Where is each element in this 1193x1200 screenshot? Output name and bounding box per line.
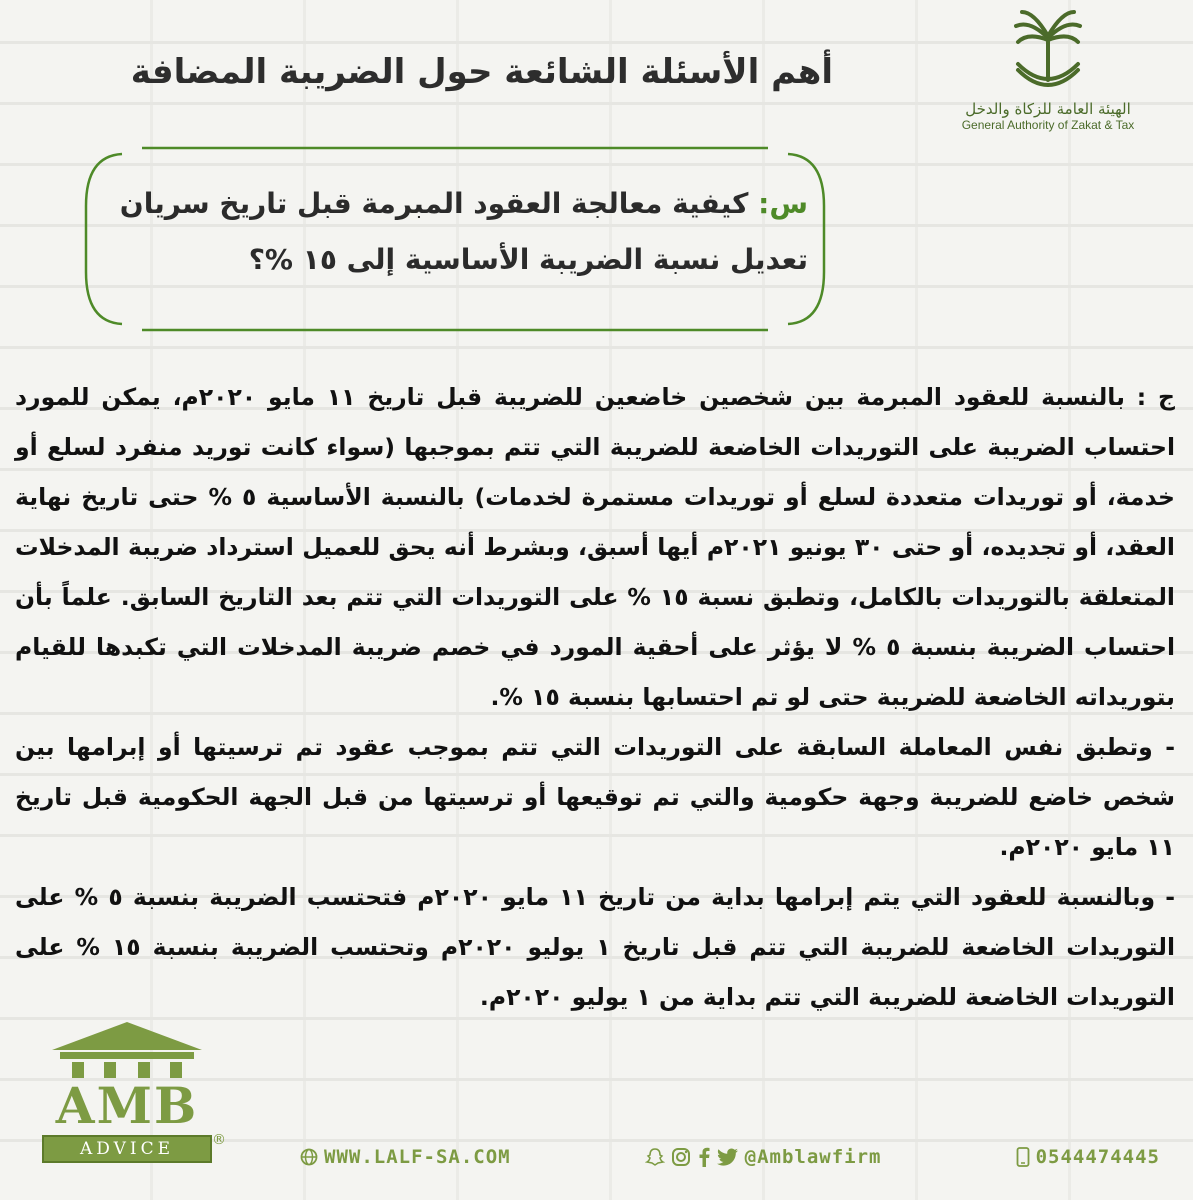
- website-text: WWW.LALF-SA.COM: [324, 1146, 511, 1168]
- registered-mark: ®: [212, 1132, 226, 1148]
- social-handle: @Amblawfirm: [744, 1146, 882, 1168]
- phone-number: 0544474445: [1035, 1146, 1160, 1168]
- question-frame: [82, 146, 828, 332]
- answer-paragraph: - وبالنسبة للعقود التي يتم إبرامها بداية من تاريخ ١١ مايو ٢٠٢٠م فتحتسب الضريبة بنسبة ٥ % على التوريدات الخاضعة للضريبة التي تتم قبل تاريخ ١ يوليو ٢٠٢٠م وتحتسب الضريبة بنسبة ١٥ % على التوريدات الخاضعة للضريبة التي تتم بداية من ١ يوليو ٢٠٢٠م.: [15, 883, 1176, 1011]
- authority-name-ar: الهيئة العامة للزكاة والدخل: [965, 100, 1131, 118]
- answer-paragraph: ج : بالنسبة للعقود المبرمة بين شخصين خاضعين للضريبة قبل تاريخ ١١ مايو ٢٠٢٠م، يمكن للمورد احتساب الضريبة على التوريدات الخاضعة للضريبة التي تتم بموجبها (سواء كانت توريد منفرد لسلع أو خدمة، أو توريدات متعددة لسلع أو توريدات مستمرة لخدمات) بالنسبة الأساسية ٥ % حتى تاريخ نهاية العقد، أو تجديده، أو حتى ٣٠ يونيو ٢٠٢١م أيها أسبق، وبشرط أنه يحق للعميل استرداد ضريبة المدخلات المتعلقة بالتوريدات بالكامل، وتطبق نسبة ١٥ % على التوريدات التي تتم بعد التاريخ السابق. علماً بأن احتساب الضريبة بنسبة ٥ % لا يؤثر على أحقية المورد في خصم ضريبة المدخلات التي تكبدها للقيام بتوريداته الخاضعة للضريبة حتى لو تم احتسابها بنسبة ١٥ %.: [15, 383, 1175, 711]
- phone-icon: [1016, 1147, 1030, 1167]
- snapchat-icon: [645, 1147, 665, 1167]
- temple-icon: [42, 1020, 212, 1078]
- question-prefix: س:: [758, 187, 808, 220]
- twitter-icon: [717, 1148, 739, 1166]
- footer-phone[interactable]: [1016, 1146, 1160, 1168]
- footer: [300, 1142, 1160, 1172]
- answer-body: [15, 372, 1175, 1022]
- question-body: كيفية معالجة العقود المبرمة قبل تاريخ سريان تعديل نسبة الضريبة الأساسية إلى ١٥ %؟: [119, 187, 808, 276]
- amb-logo: [42, 1020, 226, 1163]
- globe-icon: [300, 1148, 318, 1166]
- page-title: أهم الأسئلة الشائعة حول الضريبة المضافة: [130, 52, 833, 92]
- gazt-logo: [933, 8, 1163, 132]
- footer-website[interactable]: [300, 1146, 511, 1168]
- answer-paragraph: - وتطبق نفس المعاملة السابقة على التوريدات التي تتم بموجب عقود تم ترسيتها أو إبرامها بين شخص خاضع للضريبة وجهة حكومية والتي تم توقيعها أو ترسيتها من قبل الجهة الحكومية قبل تاريخ ١١ مايو ٢٠٢٠م.: [15, 733, 1175, 861]
- question-text: [98, 176, 808, 288]
- instagram-icon: [671, 1147, 691, 1167]
- palm-swords-icon: [988, 8, 1108, 98]
- facebook-icon: [697, 1147, 711, 1167]
- authority-name-en: General Authority of Zakat & Tax: [961, 118, 1135, 132]
- brand-tagline: ADVICE: [42, 1135, 212, 1163]
- brand-name: AMB: [55, 1076, 199, 1135]
- footer-social[interactable]: [645, 1146, 882, 1168]
